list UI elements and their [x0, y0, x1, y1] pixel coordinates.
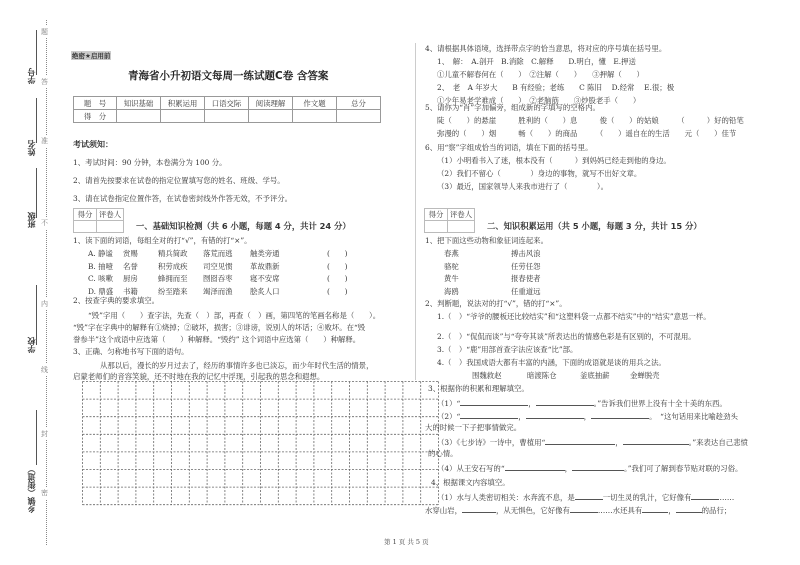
- word-option: 寝不安席: [250, 274, 280, 283]
- grader-name-label: 评卷人: [97, 209, 124, 221]
- grader-name-label: 评卷人: [448, 209, 475, 221]
- seal-char: 内: [41, 300, 48, 308]
- idiom: 围魏救赵: [472, 371, 502, 380]
- grader-name-cell[interactable]: [448, 221, 475, 233]
- s2-q2-item: 1.（ ）“爷爷的腰板还比较结实”和“这塑料袋一点都不结实”中的“结实”意思一样。: [437, 312, 711, 321]
- animal-word[interactable]: 海鸥: [444, 286, 459, 296]
- s2-q2-item: 3.（ ）“鹿”用部首查字法应该查“比”部。: [437, 345, 578, 354]
- notice-item: 2、请首先按要求在试卷的指定位置填写您的姓名、班级、学号。: [73, 176, 285, 185]
- s2-q3-item: （4）从王安石写的“ ， 。”我们可了解到春节贴对联的习俗。: [437, 464, 743, 473]
- school-label: 学校: [27, 337, 36, 353]
- s2-q3-item: （2）“ ， ， 。 “这句话用来比喻趁劲头: [437, 412, 738, 421]
- seal-dotted-line: [46, 20, 47, 545]
- s2-q2-prompt: 2、判断题，说法对的打“√”，错的打“×”。: [425, 299, 567, 308]
- page-number: 第 1 页 共 5 页: [384, 538, 429, 546]
- animal-word[interactable]: 黄牛: [444, 274, 459, 283]
- score-header-cell: 积累运用: [161, 97, 205, 110]
- word-option: A. 静谧: [88, 249, 113, 258]
- word-option: B. 抽噎: [88, 261, 113, 271]
- grader-box: [424, 208, 475, 233]
- s1-q2-line: “毁”字在字典中的解释有①烧掉；②破坏，损害；③诽谤，说别人的坏话；④败坏。在“毁: [73, 323, 366, 332]
- seal-char: 线: [41, 366, 48, 374]
- answer-parentheses[interactable]: ( ): [327, 249, 348, 258]
- class-label: 班级: [27, 212, 36, 228]
- s1-q3-line: 启蒙老师们的音容笑貌，还不时地在我的记忆中浮现，引起我的思念和遐想。: [73, 372, 325, 381]
- answer-parentheses[interactable]: ( ): [327, 261, 348, 271]
- fill-blank[interactable]: [575, 491, 603, 500]
- word-option: 书籍: [123, 286, 138, 296]
- section2-heading: 二、知识积累运用（共 5 小题，每题 3 分，共计 15 分）: [487, 221, 702, 231]
- score-input-cell[interactable]: [205, 110, 249, 123]
- grader-score-cell[interactable]: [74, 221, 97, 233]
- score-input-cell[interactable]: [337, 110, 381, 123]
- q4-prompt: 4、请根据具体语境，选择带点字的恰当意思，将对应的序号填在括号里。: [425, 44, 667, 53]
- town-label: 乡镇（街道）: [27, 465, 36, 513]
- word-option: 积劳成疾: [158, 261, 188, 271]
- secret-tag: 绝密★启用前: [72, 52, 111, 60]
- word-option: 落荒而逃: [203, 249, 233, 258]
- grader-score-cell[interactable]: [425, 221, 448, 233]
- seal-char: 准: [41, 137, 48, 145]
- s2-q3-item: （1）“ ， 。”告诉我们世界上没有十全十美的东西。: [437, 399, 727, 408]
- fill-blank[interactable]: [676, 504, 702, 513]
- word-option: 名誉: [123, 261, 138, 271]
- s1-q2-prompt: 2、按查字典的要求填空。: [73, 296, 160, 305]
- writing-grid[interactable]: [82, 381, 442, 507]
- score-header-cell: 阅读理解: [249, 97, 293, 110]
- fill-blank[interactable]: [460, 410, 518, 419]
- word-option: 蜂拥而至: [158, 274, 188, 283]
- symbol-word[interactable]: 搏击风浪: [511, 249, 541, 258]
- town-line: [36, 410, 37, 465]
- fill-blank[interactable]: [462, 504, 496, 513]
- section1-heading: 一、基础知识检测（共 6 小题，每题 4 分，共计 24 分）: [136, 221, 351, 231]
- score-header-cell: 知识基础: [117, 97, 161, 110]
- q4-line: 2、 老 A 年岁大 B 有经验；老练 C 陈旧 D.经常 E.很；极: [437, 83, 675, 92]
- s2-q4-prompt: 4、根据课文内容填空。: [431, 478, 510, 487]
- seal-char: 密: [41, 489, 48, 497]
- fill-blank[interactable]: [572, 462, 624, 471]
- word-option: 革故鼎新: [250, 261, 280, 271]
- seal-char: 答: [41, 78, 48, 86]
- score-header-cell: 总分: [337, 97, 381, 110]
- idiom: 暗渡陈仓: [527, 371, 557, 380]
- word-option: 竭泽而渔: [203, 286, 233, 296]
- fill-blank[interactable]: [691, 491, 719, 500]
- score-input-cell[interactable]: [293, 110, 337, 123]
- word-option: 精兵简政: [158, 249, 188, 258]
- fill-blank[interactable]: [642, 504, 668, 513]
- fill-blank[interactable]: [570, 504, 598, 513]
- name-line: [36, 98, 37, 143]
- fill-blank[interactable]: [623, 436, 689, 445]
- fill-blank[interactable]: [591, 410, 649, 419]
- seal-char: 题: [41, 28, 48, 36]
- score-table-score-row: [74, 110, 381, 123]
- word-option: 触类旁通: [250, 249, 280, 258]
- fill-blank[interactable]: [536, 397, 594, 406]
- score-table-header-row: [74, 97, 381, 110]
- s1-q1-prompt: 1、读下面的词语，每组全对的打“√”，有错的打“×”。: [73, 236, 252, 245]
- notice-item: 3、请在试卷指定位置作答，在试卷密封线外作答无效，不予评分。: [73, 194, 293, 203]
- idiom: 金蝉脱壳: [630, 371, 660, 380]
- school-line: [36, 285, 37, 345]
- q4-line: ①少年易老学难成（ ） ②老脑筋 ③炒股老手（ ）: [437, 96, 641, 105]
- q4-line: 1、 解： A.剖开 B.消除 C.解释 D.明白，懂 E.押送: [437, 57, 636, 66]
- grader-score-label: 得分: [425, 209, 448, 221]
- word-option: 厨房: [123, 274, 138, 283]
- animal-word[interactable]: 骆驼: [444, 261, 459, 271]
- answer-parentheses[interactable]: ( ): [327, 274, 348, 283]
- notice-item: 1、考试时间：90 分钟，本卷满分为 100 分。: [73, 158, 227, 167]
- score-input-cell[interactable]: [117, 110, 161, 123]
- symbol-word[interactable]: 任劳任怨: [511, 261, 541, 271]
- q6-line: （1）小明看书入了迷，根本没有（ ）到妈妈已经走到他的身边。: [437, 156, 671, 165]
- word-option: D. 鼎盛: [88, 286, 114, 296]
- name-label: 姓名: [27, 140, 36, 156]
- s2-q2-item: 2.（ ）“侃侃而谈”与“夸夸其谈”所表达出的情感色彩是有区别的，不可混用。: [437, 332, 696, 341]
- symbol-word[interactable]: 任重道远: [511, 286, 541, 296]
- s2-q3-prompt: 3、根据你的积累和理解填空。: [428, 384, 529, 393]
- q5-line: 陡（ ）的悬崖 胜利的（ ）息 俊（ ）的姑娘 （ ）好的铅笔: [437, 116, 744, 125]
- student-id-label: 学号: [27, 68, 36, 84]
- s2-q3-cont: 的心情。: [428, 449, 458, 458]
- s1-q3-prompt: 3、正确、匀称地书写下面的语句。: [73, 347, 189, 356]
- seal-char: 不: [41, 219, 48, 227]
- q6-prompt: 6、用“察”字组成恰当的词语，填在下面的括号里。: [425, 143, 593, 152]
- fill-blank[interactable]: [505, 462, 565, 471]
- grader-score-label: 得分: [74, 209, 97, 221]
- score-input-cell[interactable]: [161, 110, 205, 123]
- q4-line: ①儿童不解春何在（ ） ②注解（ ） ③押解（ ）: [437, 70, 644, 79]
- score-header-cell: 题 号: [74, 97, 117, 110]
- s1-q2-line: “毁”字用（ ）查字法，先查（ ）部，再查（ ）画，第四笔的笔画名称是（ ）。: [88, 311, 381, 320]
- fill-blank[interactable]: [526, 410, 584, 419]
- s2-q2-item: 4.（ ）我国成语大都有丰富的内涵，下面的成语就是谈的用兵之法。: [437, 358, 666, 367]
- class-line: [36, 168, 37, 218]
- grader-box: [73, 208, 124, 233]
- symbol-word[interactable]: 报春使者: [511, 274, 541, 283]
- score-header-cell: 作文题: [293, 97, 337, 110]
- score-input-cell[interactable]: [249, 110, 293, 123]
- fill-blank[interactable]: [460, 397, 528, 406]
- s2-q3-cont: 大的时候一下子把事情做完。: [425, 423, 522, 432]
- word-option: 囫囵吞枣: [203, 274, 233, 283]
- idiom: 釜底抽薪: [580, 371, 610, 380]
- s1-q2-line: 誉参半”这个成语中应选第（ ）种解释。“毁约” 这个词语中应选第（ ）种解释。: [73, 335, 361, 344]
- q6-line: （2）我们不留心（ ）身边的事物，就写不出好文章。: [437, 169, 642, 178]
- word-option: 司空见惯: [203, 261, 233, 271]
- score-header-cell: 口语交际: [205, 97, 249, 110]
- word-option: 脍炙人口: [250, 286, 280, 296]
- column-divider: [415, 43, 416, 380]
- word-option: 赏赐: [123, 249, 138, 258]
- word-option: C. 咳嗽: [88, 274, 113, 283]
- s2-q3-item: （3）《七步诗》一诗中，曹植用“ ， 。”来表达自己悲愤: [437, 438, 748, 447]
- word-option: 纷至踏来: [158, 286, 188, 296]
- answer-parentheses[interactable]: ( ): [327, 286, 348, 296]
- score-table: [73, 96, 381, 123]
- animal-word[interactable]: 春燕: [444, 249, 459, 258]
- s2-q4-line: （1）水与人类密切相关：水奔流不息，是 一切生灵的乳汁，它好像有 ……: [437, 493, 735, 502]
- score-row-label: 得 分: [74, 110, 117, 123]
- s2-q1-prompt: 1、把下面这些动物和象征词连起来。: [425, 236, 548, 245]
- s2-q4-line: 水穿山岩， ，从无惧色，它好像有 ……水还具有 ， 的品行；: [425, 506, 732, 515]
- q6-line: （3）最近，国家领导人来我市进行了（ ）。: [437, 182, 608, 191]
- grader-name-cell[interactable]: [97, 221, 124, 233]
- q5-line: 弥漫的（ ）烟 畅（ ）的商品 （ ）遥自在的生活 元（ ）佳节: [437, 129, 737, 138]
- page-title: 青海省小升初语文每周一练试题C卷 含答案: [128, 70, 329, 82]
- fill-blank[interactable]: [545, 436, 615, 445]
- seal-char: 封: [41, 430, 48, 438]
- notice-heading: 考试须知：: [73, 140, 113, 149]
- s1-q3-line: 从那以后，漫长的岁月过去了，经历的事情许多也已淡忘，而少年时代生活的情景，: [100, 361, 374, 370]
- q5-prompt: 5、请你为“肖”字加偏旁，组成新的字填写的空格内。: [425, 103, 600, 112]
